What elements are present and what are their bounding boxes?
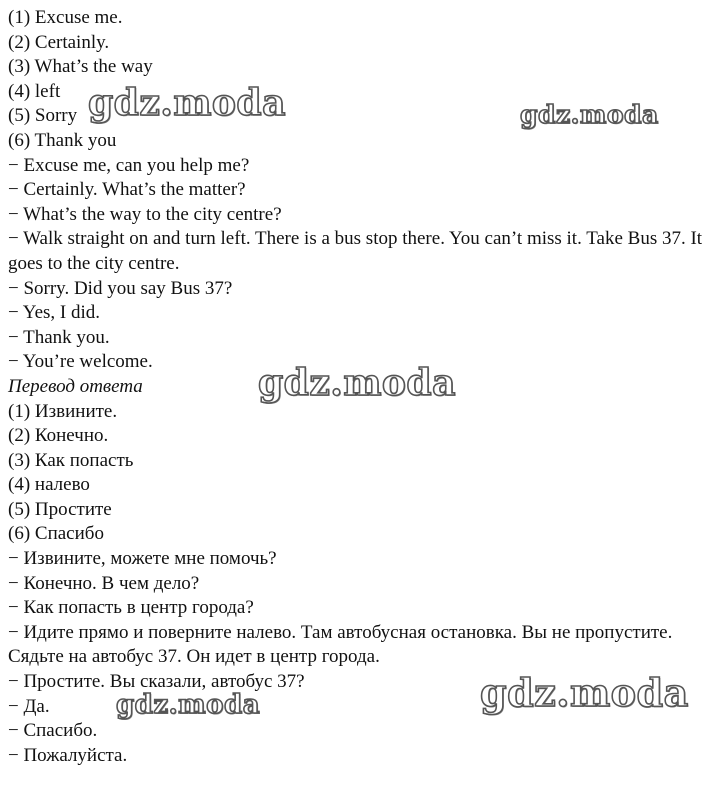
russian-dialogue-line-3: − Как попасть в центр города? bbox=[8, 597, 254, 619]
english-dialogue-line-5: − Sorry. Did you say Bus 37? bbox=[8, 277, 233, 299]
document-body bbox=[8, 6, 712, 768]
english-item-3: (3) What’s the way bbox=[8, 56, 153, 78]
russian-dialogue-line-5: − Простите. Вы сказали, автобус 37? bbox=[8, 671, 305, 693]
watermark: gdz.moda bbox=[116, 690, 261, 720]
english-dialogue-line-2: − Certainly. What’s the matter? bbox=[8, 179, 246, 201]
english-item-1: (1) Excuse me. bbox=[8, 7, 123, 28]
russian-dialogue-line-2: − Конечно. В чем дело? bbox=[8, 572, 200, 594]
russian-dialogue-line-4: − Идите прямо и поверните налево. Там автобусная остановка. Вы не пропустите. Сядьте на автобус 37. Он идет в центр города. bbox=[8, 621, 673, 668]
english-dialogue-line-6: − Yes, I did. bbox=[8, 302, 101, 324]
english-dialogue-line-4: − Walk straight on and turn left. There is a bus stop there. You can’t miss it. Take Bus 37. It goes to the city centre. bbox=[8, 228, 703, 274]
translation-heading: Перевод ответа bbox=[8, 375, 143, 397]
english-item-2: (2) Certainly. bbox=[8, 31, 110, 53]
watermark: gdz.moda bbox=[480, 670, 689, 715]
russian-item-4: (4) налево bbox=[8, 474, 90, 496]
russian-dialogue-line-8: − Пожалуйста. bbox=[8, 744, 128, 766]
watermark: gdz.moda bbox=[520, 100, 659, 129]
russian-item-2: (2) Конечно. bbox=[8, 425, 109, 447]
english-dialogue-line-7: − Thank you. bbox=[8, 326, 110, 348]
english-item-4: (4) left bbox=[8, 80, 61, 102]
russian-item-1: (1) Извините. bbox=[8, 400, 118, 422]
russian-item-3: (3) Как попасть bbox=[8, 449, 134, 471]
english-dialogue-line-3: − What’s the way to the city centre? bbox=[8, 203, 282, 225]
english-item-5: (5) Sorry bbox=[8, 105, 78, 127]
english-dialogue-line-8: − You’re welcome. bbox=[8, 351, 153, 373]
watermark: gdz.moda bbox=[88, 82, 286, 124]
russian-dialogue-line-7: − Спасибо. bbox=[8, 720, 98, 742]
watermark: gdz.moda bbox=[258, 362, 456, 404]
russian-item-6: (6) Спасибо bbox=[8, 523, 104, 545]
russian-dialogue-line-6: − Да. bbox=[8, 695, 50, 717]
english-item-6: (6) Thank you bbox=[8, 129, 117, 151]
russian-item-5: (5) Простите bbox=[8, 498, 112, 520]
english-dialogue-line-1: − Excuse me, can you help me? bbox=[8, 154, 250, 176]
russian-dialogue-line-1: − Извините, можете мне помочь? bbox=[8, 548, 277, 570]
